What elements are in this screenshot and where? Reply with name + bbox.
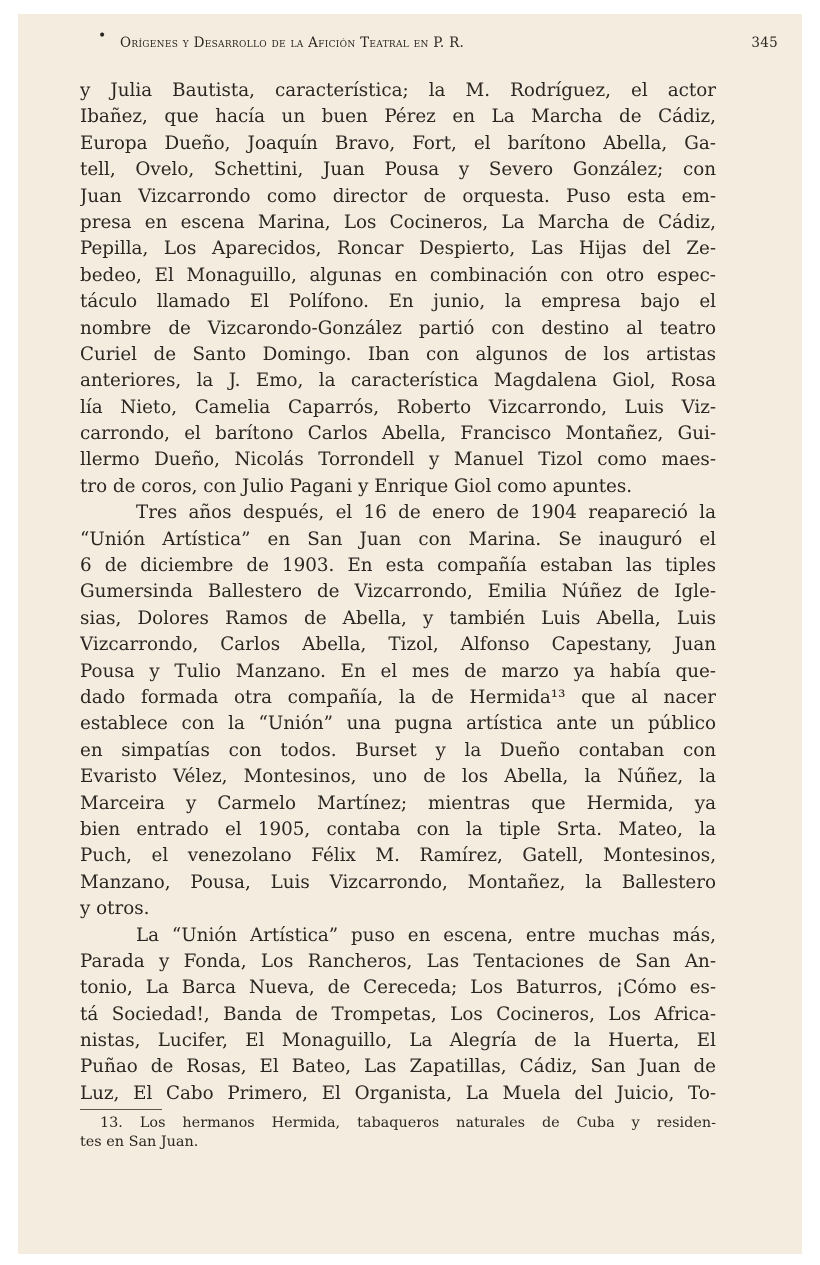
text-line: Evaristo Vélez, Montesinos, uno de los Abella, la Núñez, la [80,766,716,788]
text-line: sias, Dolores Ramos de Abella, y también Luis Abella, Luis [80,607,716,629]
text-line: “Unión Artística” en San Juan con Marina. Se inauguró el [80,528,716,550]
text-line: Puch, el venezolano Félix M. Ramírez, Gatell, Montesinos, [80,845,716,867]
text-line: nombre de Vizcarondo-González partió con destino al teatro [80,317,716,339]
running-title: Orígenes y Desarrollo de la Afición Teatral en P. R. [120,35,465,51]
text-line: Luz, El Cabo Primero, El Organista, La Muela del Juicio, To- [80,1082,716,1104]
text-line: lía Nieto, Camelia Caparrós, Roberto Vizcarrondo, Luis Viz- [80,396,716,418]
text-line: Juan Vizcarrondo como director de orquesta. Puso esta em- [80,185,716,207]
text-line: Vizcarrondo, Carlos Abella, Tizol, Alfonso Capestany, Juan [80,634,716,656]
page-mark: • [98,28,107,44]
text-line: anteriores, la J. Emo, la característica Magdalena Giol, Rosa [80,370,716,392]
text-line: establece con la “Unión” una pugna artística ante un público [80,713,716,735]
text-line: dado formada otra compañía, la de Hermida¹³ que al nacer [80,686,716,708]
text-line: tell, Ovelo, Schettini, Juan Pousa y Severo González; con [80,159,716,181]
text-line: nistas, Lucifer, El Monaguillo, La Alegría de la Huerta, El [80,1030,716,1052]
text-line: y Julia Bautista, característica; la M. Rodríguez, el actor [80,80,716,101]
running-head [120,35,800,57]
text-line: bien entrado el 1905, contaba con la tiple Srta. Mateo, la [80,818,716,840]
text-line: Gumersinda Ballestero de Vizcarrondo, Emilia Núñez de Igle- [80,581,716,603]
text-line: en simpatías con todos. Burset y la Dueño contaban con [80,739,716,761]
text-line: tro de coros, con Julio Pagani y Enrique Giol como apuntes. [80,475,633,497]
text-line: Curiel de Santo Domingo. Iban con algunos de los artistas [80,343,716,365]
text-line: Parada y Fonda, Los Rancheros, Las Tentaciones de San An- [80,950,716,972]
text-line: Ibañez, que hacía un buen Pérez en La Marcha de Cádiz, [80,106,716,128]
text-line: bedeo, El Monaguillo, algunas en combinación con otro espec- [80,264,716,286]
text-line: Europa Dueño, Joaquín Bravo, Fort, el barítono Abella, Ga- [80,132,716,154]
page-number: 345 [751,35,778,51]
body-text [80,78,716,1107]
text-line: llermo Dueño, Nicolás Torrondell y Manuel Tizol como maes- [80,449,716,471]
text-line: Puñao de Rosas, El Bateo, Las Zapatillas, Cádiz, San Juan de [80,1056,716,1078]
text-line: Pousa y Tulio Manzano. En el mes de marzo ya había que- [80,660,716,682]
text-line: tonio, La Barca Nueva, de Cereceda; Los Baturros, ¡Cómo es- [80,977,716,999]
text-line: Tres años después, el 16 de enero de 1904 reapareció la [136,502,716,524]
footnote-line: tes en San Juan. [80,1134,199,1150]
text-line: Marceira y Carmelo Martínez; mientras que Hermida, ya [80,792,716,814]
text-line: Manzano, Pousa, Luis Vizcarrondo, Montañez, la Ballestero [80,871,716,893]
footnote-rule [80,1109,162,1110]
text-line: presa en escena Marina, Los Cocineros, La Marcha de Cádiz, [80,211,716,233]
text-line: y otros. [80,898,150,920]
text-line: La “Unión Artística” puso en escena, entre muchas más, [136,924,716,946]
text-line: carrondo, el barítono Carlos Abella, Francisco Montañez, Gui- [80,423,716,445]
footnote [80,1114,716,1152]
text-line: Pepilla, Los Aparecidos, Roncar Despierto, Las Hijas del Ze- [80,238,716,260]
text-line: táculo llamado El Polífono. En junio, la empresa bajo el [80,291,716,313]
text-line: 6 de diciembre de 1903. En esta compañía estaban las tiples [80,555,716,577]
text-line: tá Sociedad!, Banda de Trompetas, Los Cocineros, Los Africa- [80,1003,716,1025]
book-page [18,14,802,1254]
footnote-line: 13. Los hermanos Hermida, tabaqueros naturales de Cuba y residen- [100,1115,716,1131]
